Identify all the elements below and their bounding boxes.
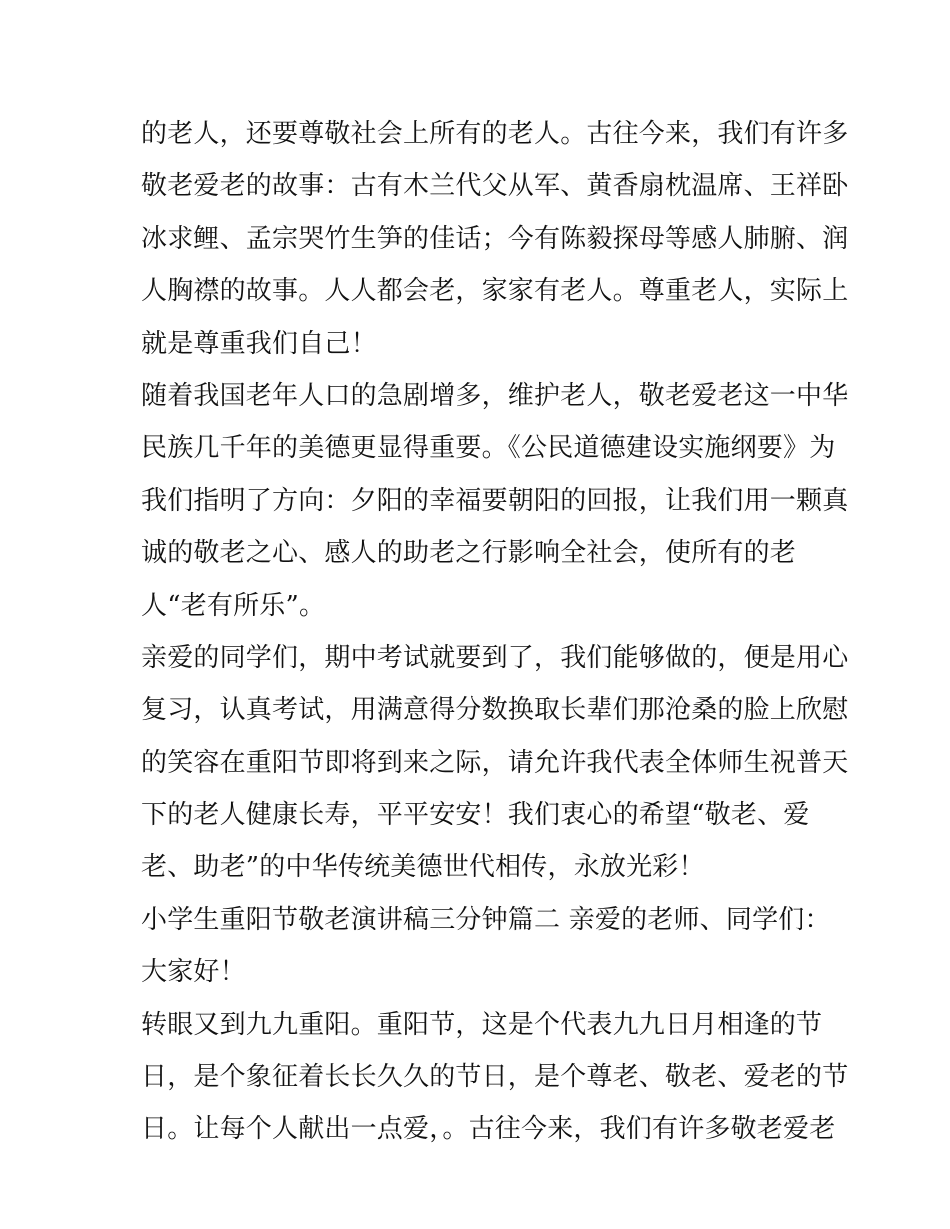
text-line: 的笑容在重阳节即将到来之际，请允许我代表全体师生祝普天 (141, 747, 849, 778)
text-line: 日。让每个人献出一点爱，。古往今来，我们有许多敬老爱老 (141, 1114, 836, 1145)
text-line: 诚的敬老之心、感人的助老之行影响全社会，使所有的老 (141, 538, 797, 569)
text-line: 老、助老”的中华传统美德世代相传，永放光彩！ (141, 852, 705, 883)
text-line: 随着我国老年人口的急剧增多，维护老人，敬老爱老这一中华 (141, 380, 849, 411)
text-line: 敬老爱老的故事：古有木兰代父从军、黄香扇枕温席、王祥卧 (141, 171, 849, 202)
document-body (141, 108, 849, 1156)
text-line: 的老人，还要尊敬社会上所有的老人。古往今来，我们有许多 (141, 119, 849, 149)
text-line: 转眼又到九九重阳。重阳节，这是个代表九九日月相逢的节 (141, 1009, 823, 1040)
text-line: 大家好！ (141, 957, 246, 988)
text-line: 就是尊重我们自己！ (141, 328, 377, 359)
text-line: 民族几千年的美德更显得重要。《公民道德建设实施纲要》为 (141, 433, 836, 464)
text-line: 人“老有所乐”。 (141, 590, 326, 621)
text-line: 复习，认真考试，用满意得分数换取长辈们那沧桑的脸上欣慰 (141, 695, 849, 726)
section-heading-line: 小学生重阳节敬老演讲稿三分钟篇二 亲爱的老师、同学们： (141, 904, 831, 935)
text-line: 亲爱的同学们，期中考试就要到了，我们能够做的，便是用心 (141, 642, 849, 673)
text-line: 下的老人健康长寿，平平安安！我们衷心的希望“敬老、爱 (141, 800, 810, 831)
text-line: 人胸襟的故事。人人都会老，家家有老人。尊重老人，实际上 (141, 276, 849, 307)
text-line: 冰求鲤、孟宗哭竹生笋的佳话；今有陈毅探母等感人肺腑、润 (141, 223, 849, 254)
text-line: 日，是个象征着长长久久的节日，是个尊老、敬老、爱老的节 (141, 1062, 849, 1093)
text-line: 我们指明了方向：夕阳的幸福要朝阳的回报，让我们用一颗真 (141, 485, 849, 516)
